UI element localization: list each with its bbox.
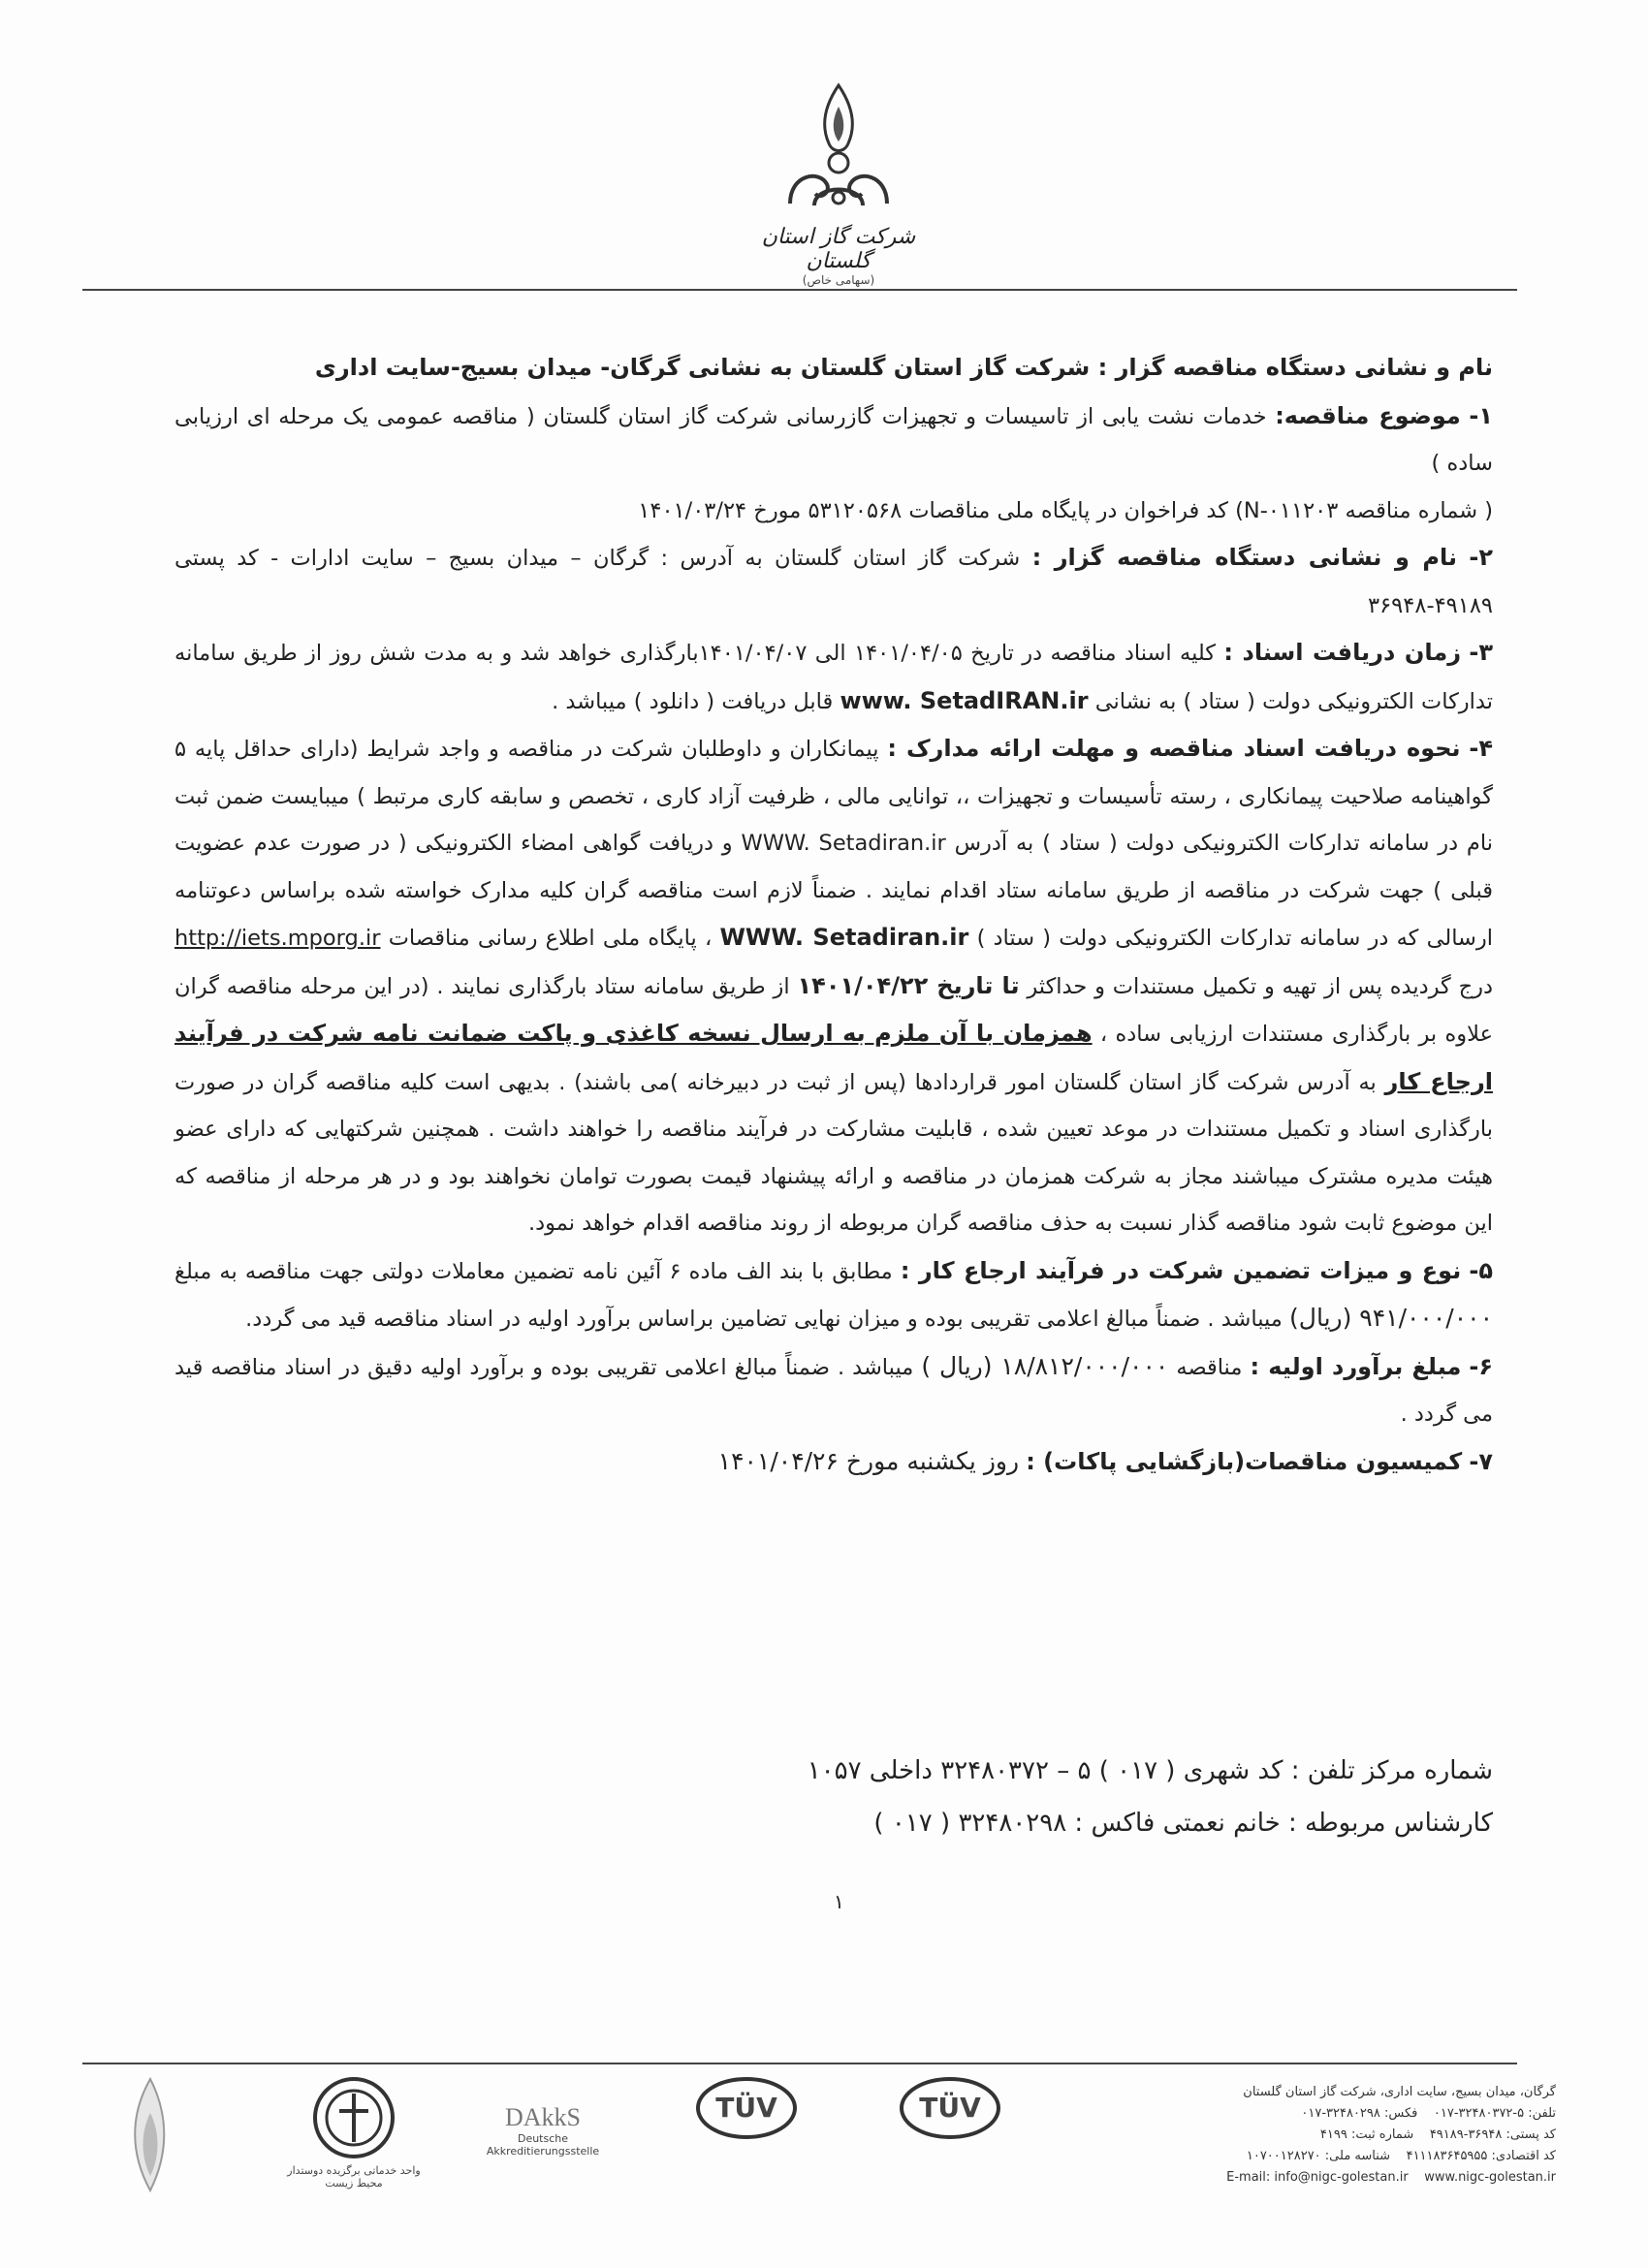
section-1-ref: ( شماره مناقصه N-۰۱۱۲۰۳) کد فراخوان در پایگاه ملی مناقصات ۵۳۱۲۰۵۶۸ مورخ ۱۴۰۱/۰۳/۲۴ [638,497,1493,523]
flame-logo-icon [771,78,906,223]
footer-address: گرگان، میدان بسیج، سایت اداری، شرکت گاز استان گلستان تلفن: ۵-۳۲۴۸۰۳۷۲-۰۱۷ فکس: ۳۲۴۸۰۲۹۸-۰۱۷ کد پستی: ۳۶۹۴۸-۴۹۱۸۹ شماره ثبت: ۴۱۹۹ کد اقتصادی: ۴۱۱۱۸۳۶۴۵۹۵۵ شناسه ملی: ۱۰۷۰۰۱۲۸۲۷۰ E-mail: info@nigc-golestan.ir www.nigc-golestan.ir [1226,2085,1556,2185]
section-7: ۷- کمیسیون مناقصات(بازگشایی پاکات) : روز یکشنبه مورخ ۱۴۰۱/۰۴/۲۶ [717,1446,1493,1475]
setad-url-2: WWW. Setadiran.ir [719,924,969,951]
flame-mark-icon [121,2074,179,2200]
section-4: ۴- نحوه دریافت اسناد مناقصه و مهلت ارائه مدارک : پیمانکاران و داوطلبان شرکت در مناقصه و واجد شرایط (دارای حداقل پایه ۵ گواهینامه صلاحیت پیمانکاری ، رسته تأسیسات و تجهیزات ،، توانایی مالی ، ظرفیت آزاد کاری ، تخصص و سابقه کاری مرتبط ) میبایست ضمن ثبت نام در سامانه تدارکات الکترونیکی دولت ( ستاد ) به آدرس WWW. Setadiran.ir و دریافت گواهی امضاء الکترونیکی ( در صورت عدم عضویت قبلی ) جهت شرکت در مناقصه از طریق سامانه ستاد اقدام نمایند . ضمناً لازم است مناقصه گران کلیه مدارک خواسته شده براساس دعوتنامه ارسالی که در سامانه تدارکات الکترونیکی دولت ( ستاد ) WWW. Setadiran.ir ، پایگاه ملی اطلاع رسانی مناقصات http://iets.mporg.ir درج گردیده پس از تهیه و تکمیل مستندات و حداکثر تا تاریخ ۱۴۰۱/۰۴/۲۲ از طریق سامانه ستاد بارگذاری نمایند . (در این مرحله مناقصه گران علاوه بر بارگذاری مستندات ارزیابی ساده ، همزمان با آن ملزم به ارسال نسخه کاغذی و پاکت ضمانت نامه شرکت در فرآیند ارجاع کار به آدرس شرکت گاز استان گلستان امور قراردادها (پس از ثبت در دبیرخانه )می باشند) . بدیهی است کلیه مناقصه گران در صورت بارگذاری اسناد و تکمیل مستندات در موعد تعیین شده ، قابلیت مشارکت در فرآیند مناقصه را خواهند داشت . همچنین شرکتهایی که دارای عضو هیئت مدیره مشترک میباشند مجاز به شرکت همزمان در مناقصه و ارائه پیشنهاد قیمت بصورت توامان نخواهند بود و در هر مرحله از مناقصه که این موضوع ثابت شود مناقصه گذار نسبت به حذف مناقصه گران مربوطه از روند مناقصه اقدام خواهد نمود. [174,735,1494,1236]
section-5: ۵- نوع و میزات تضمین شرکت در فرآیند ارجاع کار : مطابق با بند الف ماده ۶ آئین نامه تضمین معاملات دولتی جهت مناقصه به مبلغ ۹۴۱/۰۰۰/۰۰۰ (ریال) میباشد . ضمناً مبالغ اعلامی تقریبی بوده و میزان نهایی تضامین براساس برآورد اولیه در اسناد مناقصه قید می گردد. [174,1256,1493,1332]
company-logo [751,78,926,287]
phone-line: شماره مرکز تلفن : کد شهری ( ۰۱۷ ) ۵ – ۳۲۴۸۰۳۷۲ داخلی ۱۰۵۷ [807,1756,1493,1785]
page-number: ۱ [834,1890,844,1913]
environment-emblem-icon [310,2074,397,2161]
section-6: ۶- مبلغ برآورد اولیه : مناقصه ۱۸/۸۱۲/۰۰۰/۰۰۰ (ریال ) میباشد . ضمناً مبالغ اعلامی تقریبی بوده و برآورد اولیه دقیق در اسناد مناقصه قید می گردد . [174,1351,1494,1427]
dakks-subtitle: Deutsche Akkreditierungsstelle [486,2132,600,2158]
contact-info [174,1745,1493,1849]
dakks-badge: DAkkS Deutsche Akkreditierungsstelle [475,2074,611,2158]
iets-url: http://iets.mporg.ir [174,926,381,951]
guarantee-amount: ۹۴۱/۰۰۰/۰۰۰ (ریال) [1289,1304,1493,1332]
company-type: (سهامی خاص) [802,273,875,287]
tuv-badge-1: TÜV [683,2074,809,2124]
intro-line: نام و نشانی دستگاه مناقصه گزار : شرکت گاز استان گلستان به نشانی گرگان- میدان بسیج-سایت اداری [314,354,1493,381]
section-3: ۳- زمان دریافت اسناد : کلیه اسناد مناقصه در تاریخ ۱۴۰۱/۰۴/۰۵ الی ۱۴۰۱/۰۴/۰۷بارگذاری خواهد شد و به مدت شش روز از طریق سامانه تدارکات الکترونیکی دولت ( ستاد ) به نشانی www. SetadIRAN.ir قابل دریافت ( دانلود ) میباشد . [174,639,1494,714]
paper-copy-requirement: همزمان با آن ملزم به ارسال نسخه کاغذی و پاکت ضمانت نامه شرکت در فرآیند ارجاع کار [174,1020,1494,1095]
deadline: تا تاریخ ۱۴۰۱/۰۴/۲۲ [797,971,1020,999]
flame-mark [116,2074,184,2203]
company-name: شرکت گاز استان گلستان [761,225,916,273]
section-2: ۲- نام و نشانی دستگاه مناقصه گزار : شرکت گاز استان گلستان به آدرس : گرگان – میدان بسیج – سایت ادارات - کد پستی ۴۹۱۸۹-۳۶۹۴۸ [174,544,1494,618]
environment-label: واحد خدماتی برگزیده دوستدار محیط زیست [287,2164,421,2189]
tuv-badge-2: TÜV [887,2074,1013,2124]
setad-url-1: WWW. Setadiran.ir [741,831,946,856]
header-divider [82,289,1517,291]
expert-line: کارشناس مربوطه : خانم نعمتی فاکس : ۳۲۴۸۰۲۹۸ ( ۰۱۷ ) [873,1809,1493,1838]
document-body [174,344,1493,1486]
footer-website: www.nigc-golestan.ir [1424,2170,1556,2185]
estimate-amount: ۱۸/۸۱۲/۰۰۰/۰۰۰ (ریال ) [921,1351,1169,1380]
section-1: ۱- موضوع مناقصه: خدمات نشت یابی از تاسیسات و تجهیزات گازرسانی شرکت گاز استان گلستان ( مناقصه عمومی یک مرحله ای ارزیابی ساده ) [174,401,1494,476]
environment-badge [286,2074,422,2189]
setad-url: www. SetadIRAN.ir [840,686,1089,714]
footer [116,2064,1556,2244]
footer-email: E-mail: info@nigc-golestan.ir [1226,2170,1409,2185]
